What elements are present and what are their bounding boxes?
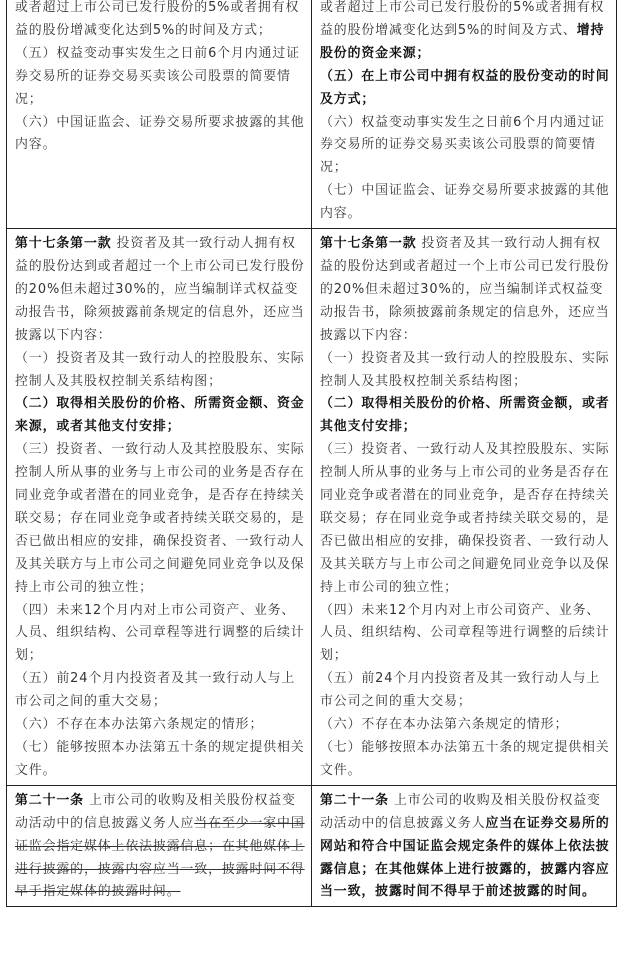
clause-text: （二）取得相关股份的价格、所需资金额，或者其他支付安排； [320,396,610,435]
clause-paragraph [320,737,610,783]
clause-paragraph [320,790,610,905]
article-number: 第十七条第一款 [320,236,417,252]
clause-paragraph [15,714,305,737]
clause-paragraph [15,439,305,599]
clause-paragraph [320,112,610,181]
clause-text: （六）不存在本办法第六条规定的情形； [320,717,569,733]
clause-paragraph [15,112,305,158]
clause-text: 或者超过上市公司已发行股份的5%或者拥有权益的股份增减变化达到5%的时间及方式、 [320,0,605,38]
clause-paragraph [15,790,305,905]
clause-text: 上市公司的收购及相关股份权益变动活动中的信息披露义务人 [320,792,601,831]
clause-text: （一）投资者及其一致行动人的控股股东、实际控制人及其股权控制关系结构图； [320,350,610,389]
table-row [7,229,617,786]
table-row [7,0,617,229]
clause-text: 或者超过上市公司已发行股份的5%或者拥有权益的股份增减变化达到5%的时间及方式； [15,0,300,38]
clause-paragraph [320,233,610,348]
clause-text: （四）未来12个月内对上市公司资产、业务、人员、组织结构、公司章程等进行调整的后续计划； [320,602,610,664]
original-text-cell [7,785,312,907]
clause-paragraph [15,233,305,348]
article-number: 第二十一条 [320,792,389,808]
clause-text: （六）不存在本办法第六条规定的情形； [15,717,264,733]
clause-paragraph [320,0,610,66]
added-text: 应当在证券交易所的网站和符合中国证监会规定条件的媒体上依法披露信息；在其他媒体上进行披露的，披露内容应当一致，披露时间不得早于前述披露的时间。 [320,815,610,900]
clause-paragraph [15,668,305,714]
clause-text: 投资者及其一致行动人拥有权益的股份达到或者超过一个上市公司已发行股份的20%但未超过30%的，应当编制详式权益变动报告书，除须披露前条规定的信息外，还应当披露以下内容： [15,236,305,343]
clause-text: （五）权益变动事实发生之日前6个月内通过证券交易所的证券交易买卖该公司股票的简要情况； [15,45,300,107]
clause-paragraph [15,348,305,394]
added-text: 增持股份的资金来源； [320,22,605,61]
clause-text: 上市公司的收购及相关股份权益变动活动中的信息披露义务人应 [15,792,296,831]
article-number: 第二十一条 [15,792,84,808]
clause-paragraph [320,439,610,599]
article-number: 第十七条第一款 [15,236,112,252]
clause-text: （四）未来12个月内对上市公司资产、业务、人员、组织结构、公司章程等进行调整的后续计划； [15,602,305,664]
clause-text: （六）权益变动事实发生之日前6个月内通过证券交易所的证券交易买卖该公司股票的简要情况； [320,114,605,176]
clause-text: （一）投资者及其一致行动人的控股股东、实际控制人及其股权控制关系结构图； [15,350,305,389]
clause-paragraph [320,348,610,394]
revised-text-cell [312,0,617,229]
revised-text-cell [312,229,617,786]
clause-paragraph [320,600,610,669]
clause-paragraph [15,0,305,43]
original-text-cell [7,229,312,786]
clause-text: （五）在上市公司中拥有权益的股份变动的时间及方式； [320,68,610,107]
clause-text: （七）能够按照本办法第五十条的规定提供相关文件。 [15,740,305,778]
clause-text: （五）前24个月内投资者及其一致行动人与上市公司之间的重大交易； [320,671,601,710]
clause-text: （三）投资者、一致行动人及其控股股东、实际控制人所从事的业务与上市公司的业务是否存在同业竞争或者潜在的同业竞争，是否存在持续关联交易；存在同业竞争或者持续关联交易的，是否已做出相应的安排，确保投资者、一致行动人及其关联方与上市公司之间避免同业竞争以及保持上市公司的独立性； [15,442,305,595]
clause-paragraph [15,393,305,439]
clause-paragraph [15,43,305,112]
table-row [7,785,617,907]
clause-text: （七）能够按照本办法第五十条的规定提供相关文件。 [320,740,610,778]
clause-text: （六）中国证监会、证券交易所要求披露的其他内容。 [15,114,305,153]
clause-text: （三）投资者、一致行动人及其控股股东、实际控制人所从事的业务与上市公司的业务是否存在同业竞争或者潜在的同业竞争，是否存在持续关联交易；存在同业竞争或者持续关联交易的，是否已做出相应的安排，确保投资者、一致行动人及其关联方与上市公司之间避免同业竞争以及保持上市公司的独立性； [320,442,610,595]
clause-text: 投资者及其一致行动人拥有权益的股份达到或者超过一个上市公司已发行股份的20%但未超过30%的，应当编制详式权益变动报告书，除须披露前条规定的信息外，还应当披露以下内容： [320,236,610,343]
clause-text: （五）前24个月内投资者及其一致行动人与上市公司之间的重大交易； [15,671,296,710]
comparison-table [6,0,617,907]
deleted-text: 当在至少一家中国证监会指定媒体上依法披露信息；在其他媒体上进行披露的，披露内容应当一致，披露时间不得早于指定媒体的披露时间。 [15,815,305,900]
original-text-cell [7,0,312,229]
revised-text-cell [312,785,617,907]
clause-text: （二）取得相关股份的价格、所需资金额、资金来源，或者其他支付安排； [15,396,305,435]
clause-paragraph [15,600,305,669]
clause-paragraph [15,737,305,783]
clause-paragraph [320,66,610,112]
clause-paragraph [320,668,610,714]
clause-paragraph [320,180,610,226]
clause-paragraph [320,714,610,737]
clause-text: （七）中国证监会、证券交易所要求披露的其他内容。 [320,183,610,222]
clause-paragraph [320,393,610,439]
